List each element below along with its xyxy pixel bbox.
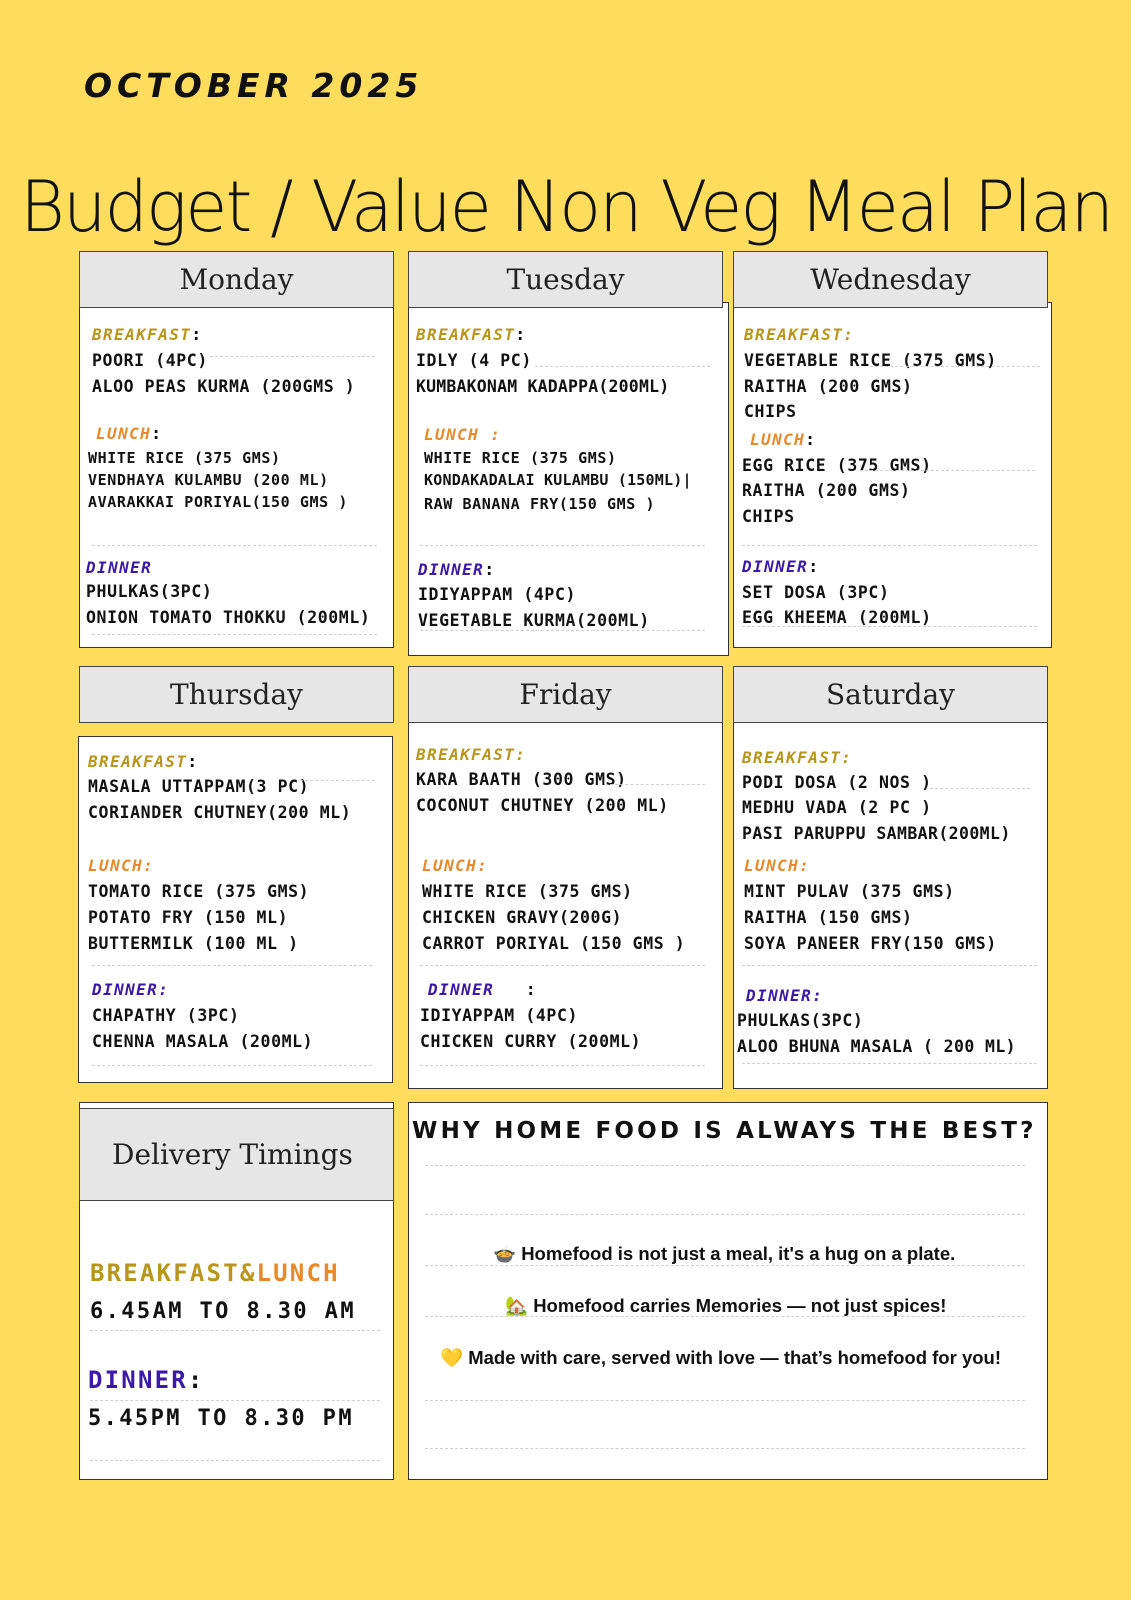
wednesday-breakfast-item: VEGETABLE RICE (375 GMS)	[744, 351, 997, 370]
tuesday-lunch-item: KONDAKADALAI KULAMBU (150ML)|	[424, 471, 692, 489]
tuesday-header: Tuesday	[408, 251, 723, 308]
monday-breakfast-item: ALOO PEAS KURMA (200GMS )	[92, 377, 356, 396]
page-title: Budget / Value Non Veg Meal Plan	[20, 166, 1112, 248]
thursday-lunch-item: TOMATO RICE (375 GMS)	[88, 882, 310, 901]
monday-dinner-item: ONION TOMATO THOKKU (200ML)	[86, 608, 371, 627]
monday-breakfast-label: BREAKFAST:	[92, 325, 202, 344]
delivery-breakfast-lunch-label: BREAKFAST&LUNCH	[90, 1259, 340, 1287]
tuesday-breakfast-label: BREAKFAST:	[416, 325, 526, 344]
wednesday-dinner-label: DINNER:	[742, 557, 819, 576]
tuesday-dinner-item: VEGETABLE KURMA(200ML)	[418, 611, 650, 630]
thursday-breakfast-item: CORIANDER CHUTNEY(200 ML)	[88, 803, 352, 822]
thursday-lunch-item: BUTTERMILK (100 ML )	[88, 934, 299, 953]
month-label: OCTOBER 2025	[84, 66, 424, 105]
friday-lunch-item: CHICKEN GRAVY(200G)	[422, 908, 623, 927]
friday-dinner-item: IDIYAPPAM (4PC)	[420, 1006, 579, 1025]
saturday-lunch-item: SOYA PANEER FRY(150 GMS)	[744, 934, 997, 953]
friday-header: Friday	[408, 666, 723, 723]
saturday-dinner-item: PHULKAS(3PC)	[737, 1011, 864, 1030]
tuesday-breakfast-item: IDLY (4 PC)	[416, 351, 532, 370]
thursday-header: Thursday	[79, 666, 394, 723]
friday-breakfast-item: COCONUT CHUTNEY (200 ML)	[416, 796, 669, 815]
why-line: 🍲 Homefood is not just a meal, it's a hug on a plate.	[493, 1243, 956, 1264]
wednesday-dinner-item: SET DOSA (3PC)	[742, 583, 890, 602]
friday-lunch-item: WHITE RICE (375 GMS)	[422, 882, 633, 901]
why-line: 🏡 Homefood carries Memories — not just spices!	[505, 1295, 947, 1316]
monday-header: Monday	[79, 251, 394, 308]
monday-lunch-item: AVARAKKAI PORIYAL(150 GMS )	[88, 493, 349, 511]
delivery-header: Delivery Timings	[79, 1108, 394, 1201]
tuesday-lunch-item: WHITE RICE (375 GMS)	[424, 449, 617, 467]
wednesday-breakfast-item: RAITHA (200 GMS)	[744, 377, 913, 396]
saturday-breakfast-item: MEDHU VADA (2 PC )	[742, 798, 932, 817]
thursday-dinner-item: CHENNA MASALA (200ML)	[92, 1032, 314, 1051]
wednesday-dinner-item: EGG KHEEMA (200ML)	[742, 608, 932, 627]
house-icon: 🏡	[505, 1295, 529, 1316]
friday-lunch-label: LUNCH:	[422, 856, 489, 875]
friday-dinner-label: DINNER :	[428, 980, 537, 999]
saturday-header: Saturday	[733, 666, 1048, 723]
wednesday-lunch-item: RAITHA (200 GMS)	[742, 481, 911, 500]
friday-breakfast-label: BREAKFAST:	[416, 745, 527, 764]
heart-icon: 💛	[440, 1347, 464, 1368]
tuesday-dinner-label: DINNER:	[418, 560, 495, 579]
thursday-lunch-item: POTATO FRY (150 ML)	[88, 908, 289, 927]
wednesday-lunch-item: CHIPS	[742, 507, 795, 526]
thursday-lunch-label: LUNCH:	[88, 856, 155, 875]
why-line: 💛 Made with care, served with love — that’s homefood for you!	[440, 1347, 1002, 1368]
wednesday-lunch-label: LUNCH:	[750, 430, 816, 449]
wednesday-breakfast-item: CHIPS	[744, 402, 797, 421]
monday-dinner-label: DINNER	[86, 558, 153, 577]
wednesday-lunch-item: EGG RICE (375 GMS)	[742, 456, 932, 475]
delivery-dinner-label: DINNER:	[88, 1366, 205, 1394]
wednesday-breakfast-label: BREAKFAST:	[744, 325, 855, 344]
friday-breakfast-item: KARA BAATH (300 GMS)	[416, 770, 627, 789]
why-card	[408, 1102, 1048, 1480]
tuesday-dinner-item: IDIYAPPAM (4PC)	[418, 585, 577, 604]
saturday-breakfast-item: PASI PARUPPU SAMBAR(200ML)	[742, 824, 1011, 843]
tuesday-breakfast-item: KUMBAKONAM KADAPPA(200ML)	[416, 377, 670, 396]
tuesday-lunch-item: RAW BANANA FRY(150 GMS )	[424, 495, 656, 513]
why-title: WHY HOME FOOD IS ALWAYS THE BEST?	[412, 1118, 1037, 1144]
wednesday-header: Wednesday	[733, 251, 1048, 308]
thursday-dinner-label: DINNER:	[92, 980, 170, 999]
friday-lunch-item: CARROT PORIYAL (150 GMS )	[422, 934, 686, 953]
monday-breakfast-item: POORI (4PC)	[92, 351, 208, 370]
monday-lunch-label: LUNCH:	[96, 424, 162, 443]
thursday-dinner-item: CHAPATHY (3PC)	[92, 1006, 240, 1025]
tuesday-lunch-label: LUNCH :	[424, 425, 502, 444]
friday-dinner-item: CHICKEN CURRY (200ML)	[420, 1032, 642, 1051]
saturday-lunch-item: RAITHA (150 GMS)	[744, 908, 913, 927]
delivery-breakfast-lunch-time: 6.45AM TO 8.30 AM	[90, 1299, 356, 1324]
saturday-dinner-label: DINNER:	[746, 986, 824, 1005]
saturday-lunch-label: LUNCH:	[744, 856, 811, 875]
saturday-dinner-item: ALOO BHUNA MASALA ( 200 ML)	[737, 1037, 1017, 1056]
monday-lunch-item: VENDHAYA KULAMBU (200 ML)	[88, 471, 329, 489]
saturday-breakfast-label: BREAKFAST:	[742, 748, 853, 767]
monday-lunch-item: WHITE RICE (375 GMS)	[88, 449, 281, 467]
saturday-lunch-item: MINT PULAV (375 GMS)	[744, 882, 955, 901]
pot-icon: 🍲	[493, 1243, 517, 1264]
thursday-breakfast-label: BREAKFAST:	[88, 752, 198, 771]
saturday-breakfast-item: PODI DOSA (2 NOS )	[742, 773, 932, 792]
thursday-breakfast-item: MASALA UTTAPPAM(3 PC)	[88, 777, 310, 796]
delivery-dinner-time: 5.45PM TO 8.30 PM	[88, 1406, 354, 1431]
monday-dinner-item: PHULKAS(3PC)	[86, 582, 213, 601]
